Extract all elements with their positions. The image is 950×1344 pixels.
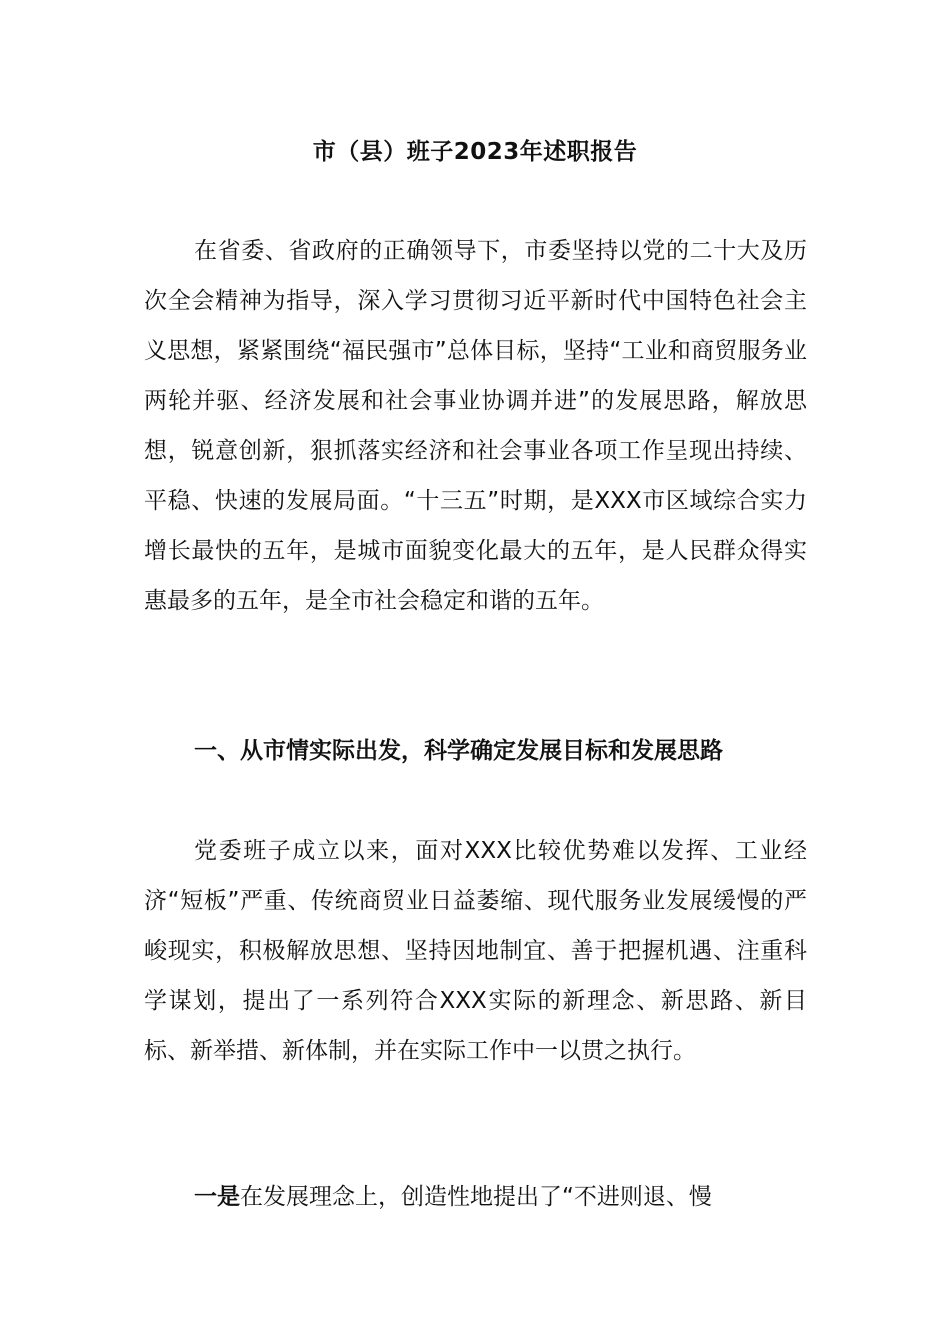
intro-paragraph: 在省委、省政府的正确领导下，市委坚持以党的二十大及历次全会精神为指导，深入学习贯彻习近平新时代中国特色社会主义思想，紧紧围绕“福民强市”总体目标，坚持“工业和商贸服务业两轮并驱、经济发展和社会事业协调并进”的发展思路，解放思想，锐意创新，狠抓落实经济和社会事业各项工作呈现出持续、平稳、快速的发展局面。“十三五”时期，是XXX市区域综合实力增长最快的五年，是城市面貌变化最大的五年，是人民群众得实惠最多的五年，是全市社会稳定和谐的五年。	[144, 238, 807, 614]
section-heading: 一、从市情实际出发，科学确定发展目标和发展思路	[194, 738, 723, 764]
document-title: 市（县）班子2023年述职报告	[312, 139, 638, 165]
section-paragraph: 党委班子成立以来，面对XXX比较优势难以发挥、工业经济“短板”严重、传统商贸业日益萎缩、现代服务业发展缓慢的严峻现实，积极解放思想、坚持因地制宜、善于把握机遇、注重科学谋划，提出了一系列符合XXX实际的新理念、新思路、新目标、新举措、新体制，并在实际工作中一以贯之执行。	[144, 838, 807, 1064]
point-one-text: 在发展理念上，创造性地提出了“不进则退、慢	[240, 1184, 712, 1210]
point-one-lead: 一是	[194, 1184, 240, 1210]
point-one-paragraph	[144, 1172, 807, 1222]
